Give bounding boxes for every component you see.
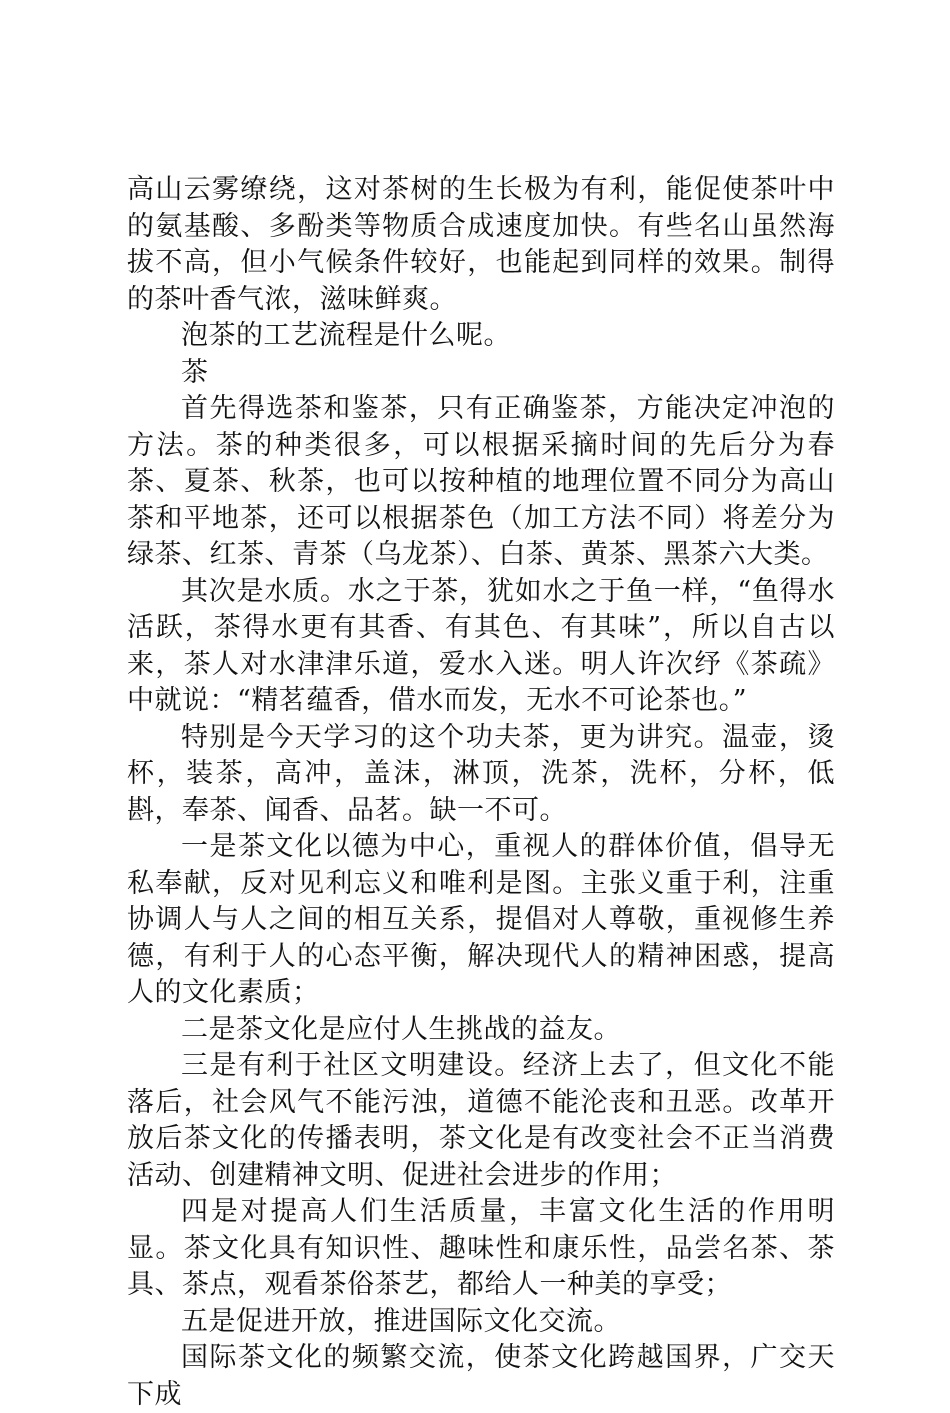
document-body [127,172,835,1413]
paragraph-3: 茶 [181,356,209,388]
paragraph-2: 泡茶的工艺流程是什么呢。 [181,320,511,351]
paragraph-9: 三是有利于社区文明建设。经济上去了，但文化不能落后，社会风气不能污浊，道德不能沦丧和丑恶。改革开放后茶文化的传播表明，茶文化是有改变社会不正当消费活动、创建精神文明、促进社会进步的作用； [127,1050,835,1191]
paragraph-8: 二是茶文化是应付人生挑战的益友。 [181,1013,621,1045]
paragraph-11: 五是促进开放，推进国际文化交流。 [181,1305,621,1337]
paragraph-10: 四是对提高人们生活质量，丰富文化生活的作用明显。茶文化具有知识性、趣味性和康乐性，品尝名茶、茶具、茶点，观看茶俗茶艺，都给人一种美的享受； [127,1196,835,1300]
paragraph-7: 一是茶文化以德为中心，重视人的群体价值，倡导无私奉献，反对见利忘义和唯利是图。主张义重于利，注重协调人与人之间的相互关系，提倡对人尊敬，重视修生养德，有利于人的心态平衡，解决现代人的精神困惑，提高人的文化素质； [127,831,835,1008]
paragraph-4: 首先得选茶和鉴茶，只有正确鉴茶，方能决定冲泡的方法。茶的种类很多，可以根据采摘时间的先后分为春茶、夏茶、秋茶，也可以按种植的地理位置不同分为高山茶和平地茶，还可以根据茶色（加工方法不同）将差分为绿茶、红茶、青茶（乌龙茶）、白茶、黄茶、黑茶六大类。 [127,393,835,570]
paragraph-5: 其次是水质。水之于茶，犹如水之于鱼一样，“鱼得水活跃，茶得水更有其香、有其色、有其味”，所以自古以来，茶人对水津津乐道，爱水入迷。明人许次纾《茶疏》中就说：“精茗蕴香，借水而发，无水不可论茶也。” [127,575,835,716]
paragraph-6: 特别是今天学习的这个功夫茶，更为讲究。温壶，烫杯，装茶，高冲，盖沫，淋顶，洗茶，洗杯，分杯，低斟，奉茶、闻香、品茗。缺一不可。 [127,721,835,826]
paragraph-1: 高山云雾缭绕，这对茶树的生长极为有利，能促使茶叶中的氨基酸、多酚类等物质合成速度加快。有些名山虽然海拔不高，但小气候条件较好，也能起到同样的效果。制得的茶叶香气浓，滋味鲜爽。 [127,174,835,315]
paragraph-12: 国际茶文化的频繁交流，使茶文化跨越国界，广交天下成 [127,1342,835,1410]
